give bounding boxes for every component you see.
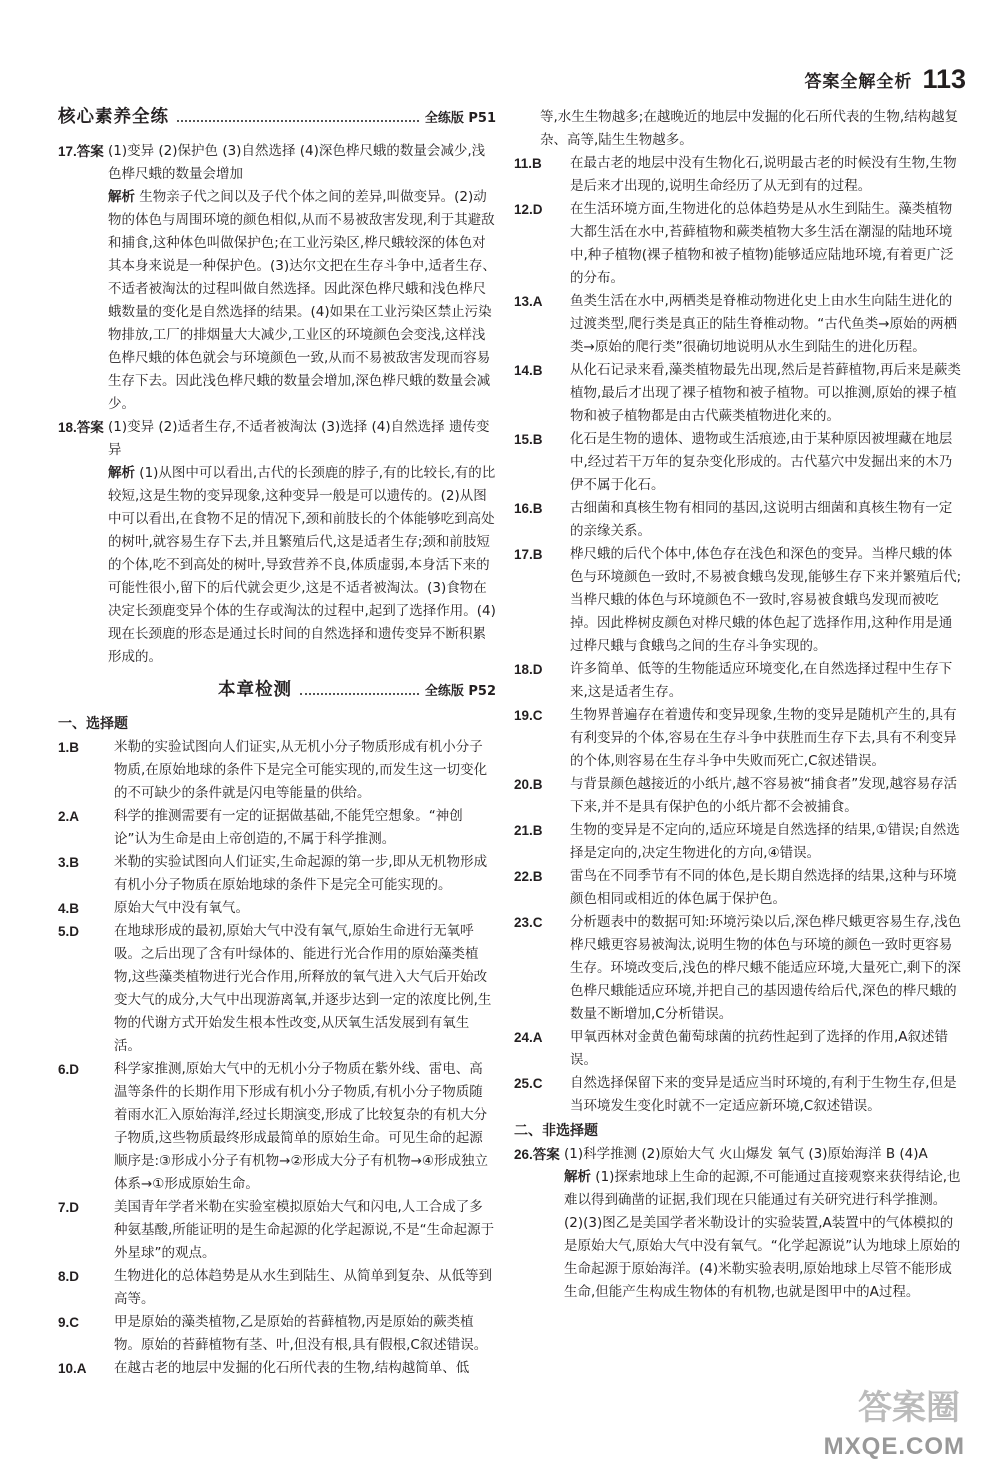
list-item [58, 851, 496, 897]
list-item [58, 1265, 496, 1311]
answer-text: 米勒的实验试图向人们证实,生命起源的第一步,即从无机物形成有机小分子物质在原始地球的条件下是完全可能实现的。 [114, 854, 488, 893]
list-item [514, 1026, 962, 1072]
answer-text: 桦尺蛾的后代个体中,体色存在浅色和深色的变异。当桦尺蛾的体色与环境颜色一致时,不易被食蛾鸟发现,能够生存下来并繁殖后代;当桦尺蛾的体色与环境颜色不一致时,容易被食蛾鸟发现而被吃掉。因此桦树皮颜色对桦尺蛾的体色起了选择作用,这种作用是通过桦尺蛾与食蛾鸟之间的生存斗争实现的。 [570, 546, 962, 654]
continued-text: 等,水生生物越多;在越晚近的地层中发掘的化石所代表的生物,结构越复杂、高等,陆生生物越多。 [540, 109, 959, 148]
question-number: 19.C [514, 708, 543, 723]
list-item [514, 865, 962, 911]
analysis-text: (1)从图中可以看出,古代的长颈鹿的脖子,有的比较长,有的比较短,这是生物的变异现象,这种变异一般是可以遗传的。(2)从图中可以看出,在食物不足的情况下,颈和前肢长的个体能够吃到高处的树叶,就容易生存下去,并且繁殖后代,这是适者生存;颈和前肢短的个体,吃不到高处的树叶,导致营养不良,体质虚弱,本身活下来的可能性很小,留下的后代就会更少,这是不适者被淘汰。(3)食物在决定长颈鹿变异个体的生存或淘汰的过程中,起到了选择作用。(4)现在长颈鹿的形态是通过长时间的自然选择和遗传变异不断积累形成的。 [108, 465, 496, 665]
dotted-leader [300, 693, 419, 695]
list-item [514, 428, 962, 497]
question-number: 17.B [514, 547, 543, 562]
section-header-chapter [58, 679, 496, 709]
analysis-block [84, 462, 496, 669]
question-number: 3.B [58, 855, 80, 870]
answer-text: 与背景颜色越接近的小纸片,越不容易被“捕食者”发现,越容易存活下来,并不是具有保护色的小纸片都不会被捕食。 [570, 776, 958, 815]
question-number: 4.B [58, 901, 80, 916]
question-number: 16.B [514, 501, 543, 516]
answer-text: (1)科学推测 (2)原始大气 火山爆发 氧气 (3)原始海洋 B (4)A [564, 1146, 928, 1162]
question-number: 23.C [514, 915, 543, 930]
question-number: 11.B [514, 156, 542, 171]
question-number: 17.答案 [58, 144, 104, 159]
question-number: 8.D [58, 1269, 80, 1284]
list-item [58, 920, 496, 1058]
answer-text: 科学家推测,原始大气中的无机小分子物质在紫外线、雷电、高温等条件的长期作用下形成有机小分子物质,有机小分子物质随着雨水汇入原始海洋,经过长期演变,形成了比较复杂的有机大分子物质,这些物质最终形成最简单的原始生命。可见生命的起源顺序是:③形成小分子有机物→②形成大分子有机物→④形成独立体系→①形成原始生命。 [114, 1061, 488, 1192]
question-18 [58, 416, 496, 669]
right-choice-list [514, 152, 962, 1118]
answer-text: 从化石记录来看,藻类植物最先出现,然后是苔藓植物,再后来是蕨类植物,最后才出现了裸子植物和被子植物。可以推测,原始的裸子植物和被子植物都是由古代蕨类植物进化来的。 [570, 362, 961, 424]
list-item [514, 290, 962, 359]
question-number: 14.B [514, 363, 543, 378]
answer-text: 美国青年学者米勒在实验室模拟原始大气和闪电,人工合成了多种氨基酸,所能证明的是生命起源的化学起源说,不是“生命起源于外星球”的观点。 [114, 1199, 495, 1261]
answer-text: 在地球形成的最初,原始大气中没有氧气,原始生命进行无氧呼吸。之后出现了含有叶绿体的、能进行光合作用的原始藻类植物,这些藻类植物进行光合作用,所释放的氧气进入大气后开始改变大气的成分,大气中出现游离氧,并逐步达到一定的浓度比例,生物的代谢方式开始发生根本性改变,从厌氧生活发展到有氧生活。 [114, 923, 492, 1054]
page-number: 113 [922, 63, 966, 94]
list-item [514, 911, 962, 1026]
analysis-label: 解析 [564, 1169, 591, 1185]
answer-text: 米勒的实验试图向人们证实,从无机小分子物质形成有机小分子物质,在原始地球的条件下是完全可能实现的,而发生这一切变化的不可缺少的条件就是闪电等能量的供给。 [114, 739, 488, 801]
list-item [514, 658, 962, 704]
part-title-nonchoice: 二、非选择题 [514, 1123, 598, 1139]
list-item [514, 152, 962, 198]
question-number: 25.C [514, 1076, 543, 1091]
answer-text: 甲是原始的藻类植物,乙是原始的苔藓植物,丙是原始的蕨类植物。原始的苔藓植物有茎、叶,但没有根,具有假根,C叙述错误。 [114, 1314, 488, 1353]
answer-text: (1)变异 (2)适者生存,不适者被淘汰 (3)选择 (4)自然选择 遗传变异 [108, 419, 490, 458]
question-number: 6.D [58, 1062, 80, 1077]
answer-text: 原始大气中没有氧气。 [114, 900, 249, 916]
answer-text: 生物的变异是不定向的,适应环境是自然选择的结果,①错误;自然选择是定向的,决定生物进化的方向,④错误。 [570, 822, 960, 861]
answer-text: 化石是生物的遗体、遗物或生活痕迹,由于某种原因被埋藏在地层中,经过若干万年的复杂变化形成的。古代墓穴中发掘出来的木乃伊不属于化石。 [570, 431, 953, 493]
answer-text: 许多简单、低等的生物能适应环境变化,在自然选择过程中生存下来,这是适者生存。 [570, 661, 953, 700]
question-number: 18.D [514, 662, 543, 677]
question-number: 13.A [514, 294, 543, 309]
watermark-logo: 答案圈 [858, 1388, 960, 1428]
answer-text: 在越古老的地层中发掘的化石所代表的生物,结构越简单、低 [114, 1360, 470, 1376]
answer-text: 雷鸟在不同季节有不同的体色,是长期自然选择的结果,这种与环境颜色相同或相近的体色属于保护色。 [570, 868, 957, 907]
question-26 [514, 1143, 962, 1304]
question-number: 24.A [514, 1030, 543, 1045]
answer-text: 鱼类生活在水中,两栖类是脊椎动物进化史上由水生向陆生进化的过渡类型,爬行类是真正的陆生脊椎动物。“古代鱼类→原始的两栖类→原始的爬行类”很确切地说明从水生到陆生的进化历程。 [570, 293, 958, 355]
list-item [58, 1196, 496, 1265]
list-item [514, 704, 962, 773]
section-header-core [58, 106, 496, 136]
answer-text: 分析题表中的数据可知:环境污染以后,深色桦尺蛾更容易生存,浅色桦尺蛾更容易被淘汰,说明生物的体色与环境的颜色一致时更容易生存。环境改变后,浅色的桦尺蛾不能适应环境,大量死亡,剩下的深色桦尺蛾能适应环境,并把自己的基因遗传给后代,深色的桦尺蛾的数量不断增加,C分析错误。 [570, 914, 962, 1022]
section-ref: 全练版 P52 [424, 684, 496, 699]
analysis-label: 解析 [108, 189, 135, 205]
part-title-choice: 一、选择题 [58, 716, 128, 732]
list-item [514, 359, 962, 428]
list-item [514, 819, 962, 865]
question-number: 2.A [58, 809, 80, 824]
question-number: 26.答案 [514, 1147, 560, 1162]
watermark-site: MXQE.COM [823, 1433, 965, 1460]
list-item [514, 773, 962, 819]
question-number: 1.B [58, 740, 80, 755]
answer-text: (1)变异 (2)保护色 (3)自然选择 (4)深色桦尺蛾的数量会减少,浅色桦尺蛾的数量会增加 [108, 143, 486, 182]
list-item [58, 805, 496, 851]
list-item [58, 736, 496, 805]
section-title: 核心素养全练 [58, 107, 169, 127]
list-item [58, 1357, 496, 1380]
analysis-block [540, 1166, 962, 1304]
list-item [514, 1072, 962, 1118]
analysis-text: (1)探索地球上生命的起源,不可能通过直接观察来获得结论,也难以得到确凿的证据,我们现在只能通过有关研究进行科学推测。(2)(3)图乙是美国学者米勒设计的实验装置,A装置中的气体模拟的是原始大气,原始大气中没有氧气。“化学起源说”认为地球上原始的生命起源于原始海洋。(4)米勒实验表明,原始地球上尽管不能形成生命,但能产生构成生物体的有机物,也就是图甲中的A过程。 [564, 1169, 961, 1300]
analysis-block [84, 186, 496, 416]
question-number: 20.B [514, 777, 543, 792]
left-column [58, 106, 496, 1380]
section-ref: 全练版 P51 [424, 111, 496, 126]
question-number: 22.B [514, 869, 543, 884]
question-number: 7.D [58, 1200, 80, 1215]
list-item [514, 497, 962, 543]
page-header [804, 62, 966, 96]
question-number: 12.D [514, 202, 543, 217]
answer-text: 科学的推测需要有一定的证据做基础,不能凭空想象。“神创论”认为生命是由上帝创造的,不属于科学推测。 [114, 808, 463, 847]
question-number: 15.B [514, 432, 543, 447]
answer-text: 生物进化的总体趋势是从水生到陆生、从简单到复杂、从低等到高等。 [114, 1268, 492, 1307]
answer-text: 甲氧西林对金黄色葡萄球菌的抗药性起到了选择的作用,A叙述错误。 [570, 1029, 949, 1068]
question-number: 5.D [58, 924, 80, 939]
analysis-label: 解析 [108, 465, 135, 481]
question-number: 9.C [58, 1315, 80, 1330]
question-17 [58, 140, 496, 416]
right-column [514, 106, 962, 1304]
question-number: 18.答案 [58, 420, 104, 435]
answer-text: 古细菌和真核生物有相同的基因,这说明古细菌和真核生物有一定的亲缘关系。 [570, 500, 953, 539]
answer-text: 生物界普遍存在着遗传和变异现象,生物的变异是随机产生的,具有有利变异的个体,容易在生存斗争中获胜而生存下去,具有不利变异的个体,则容易在生存斗争中失败而死亡,C叙述错误。 [570, 707, 957, 769]
list-item [58, 897, 496, 920]
answer-text: 自然选择保留下来的变异是适应当时环境的,有利于生物生存,但是当环境发生变化时就不一定适应新环境,C叙述错误。 [570, 1075, 957, 1114]
list-item [58, 1058, 496, 1196]
list-item [514, 198, 962, 290]
dotted-leader [177, 120, 419, 122]
header-title: 答案全解全析 [804, 71, 913, 92]
list-item [514, 543, 962, 658]
left-choice-list [58, 736, 496, 1380]
answer-text: 在最古老的地层中没有生物化石,说明最古老的时候没有生物,生物是后来才出现的,说明生命经历了从无到有的过程。 [570, 155, 957, 194]
question-number: 10.A [58, 1361, 87, 1376]
answer-text: 在生活环境方面,生物进化的总体趋势是从水生到陆生。藻类植物大都生活在水中,苔藓植物和蕨类植物大多生活在潮湿的陆地环境中,种子植物(裸子植物和被子植物)能够适应陆地环境,有着更广泛的分布。 [570, 201, 954, 286]
list-item [58, 1311, 496, 1357]
section-title: 本章检测 [218, 680, 292, 700]
analysis-text: 生物亲子代之间以及子代个体之间的差异,叫做变异。(2)动物的体色与周围环境的颜色相似,从而不易被敌害发现,利于其避敌和捕食,这种体色叫做保护色;在工业污染区,桦尺蛾较深的体色对其本身来说是一种保护色。(3)达尔文把在生存斗争中,适者生存、不适者被淘汰的过程叫做自然选择。因此深色桦尺蛾和浅色桦尺蛾数量的变化是自然选择的结果。(4)如果在工业污染区禁止污染物排放,工厂的排烟量大大减少,工业区的环境颜色会变浅,这样浅色桦尺蛾的体色就会与环境颜色一致,从而不易被敌害发现而容易生存下去。因此浅色桦尺蛾的数量会增加,深色桦尺蛾的数量会减少。 [108, 189, 496, 412]
question-number: 21.B [514, 823, 543, 838]
